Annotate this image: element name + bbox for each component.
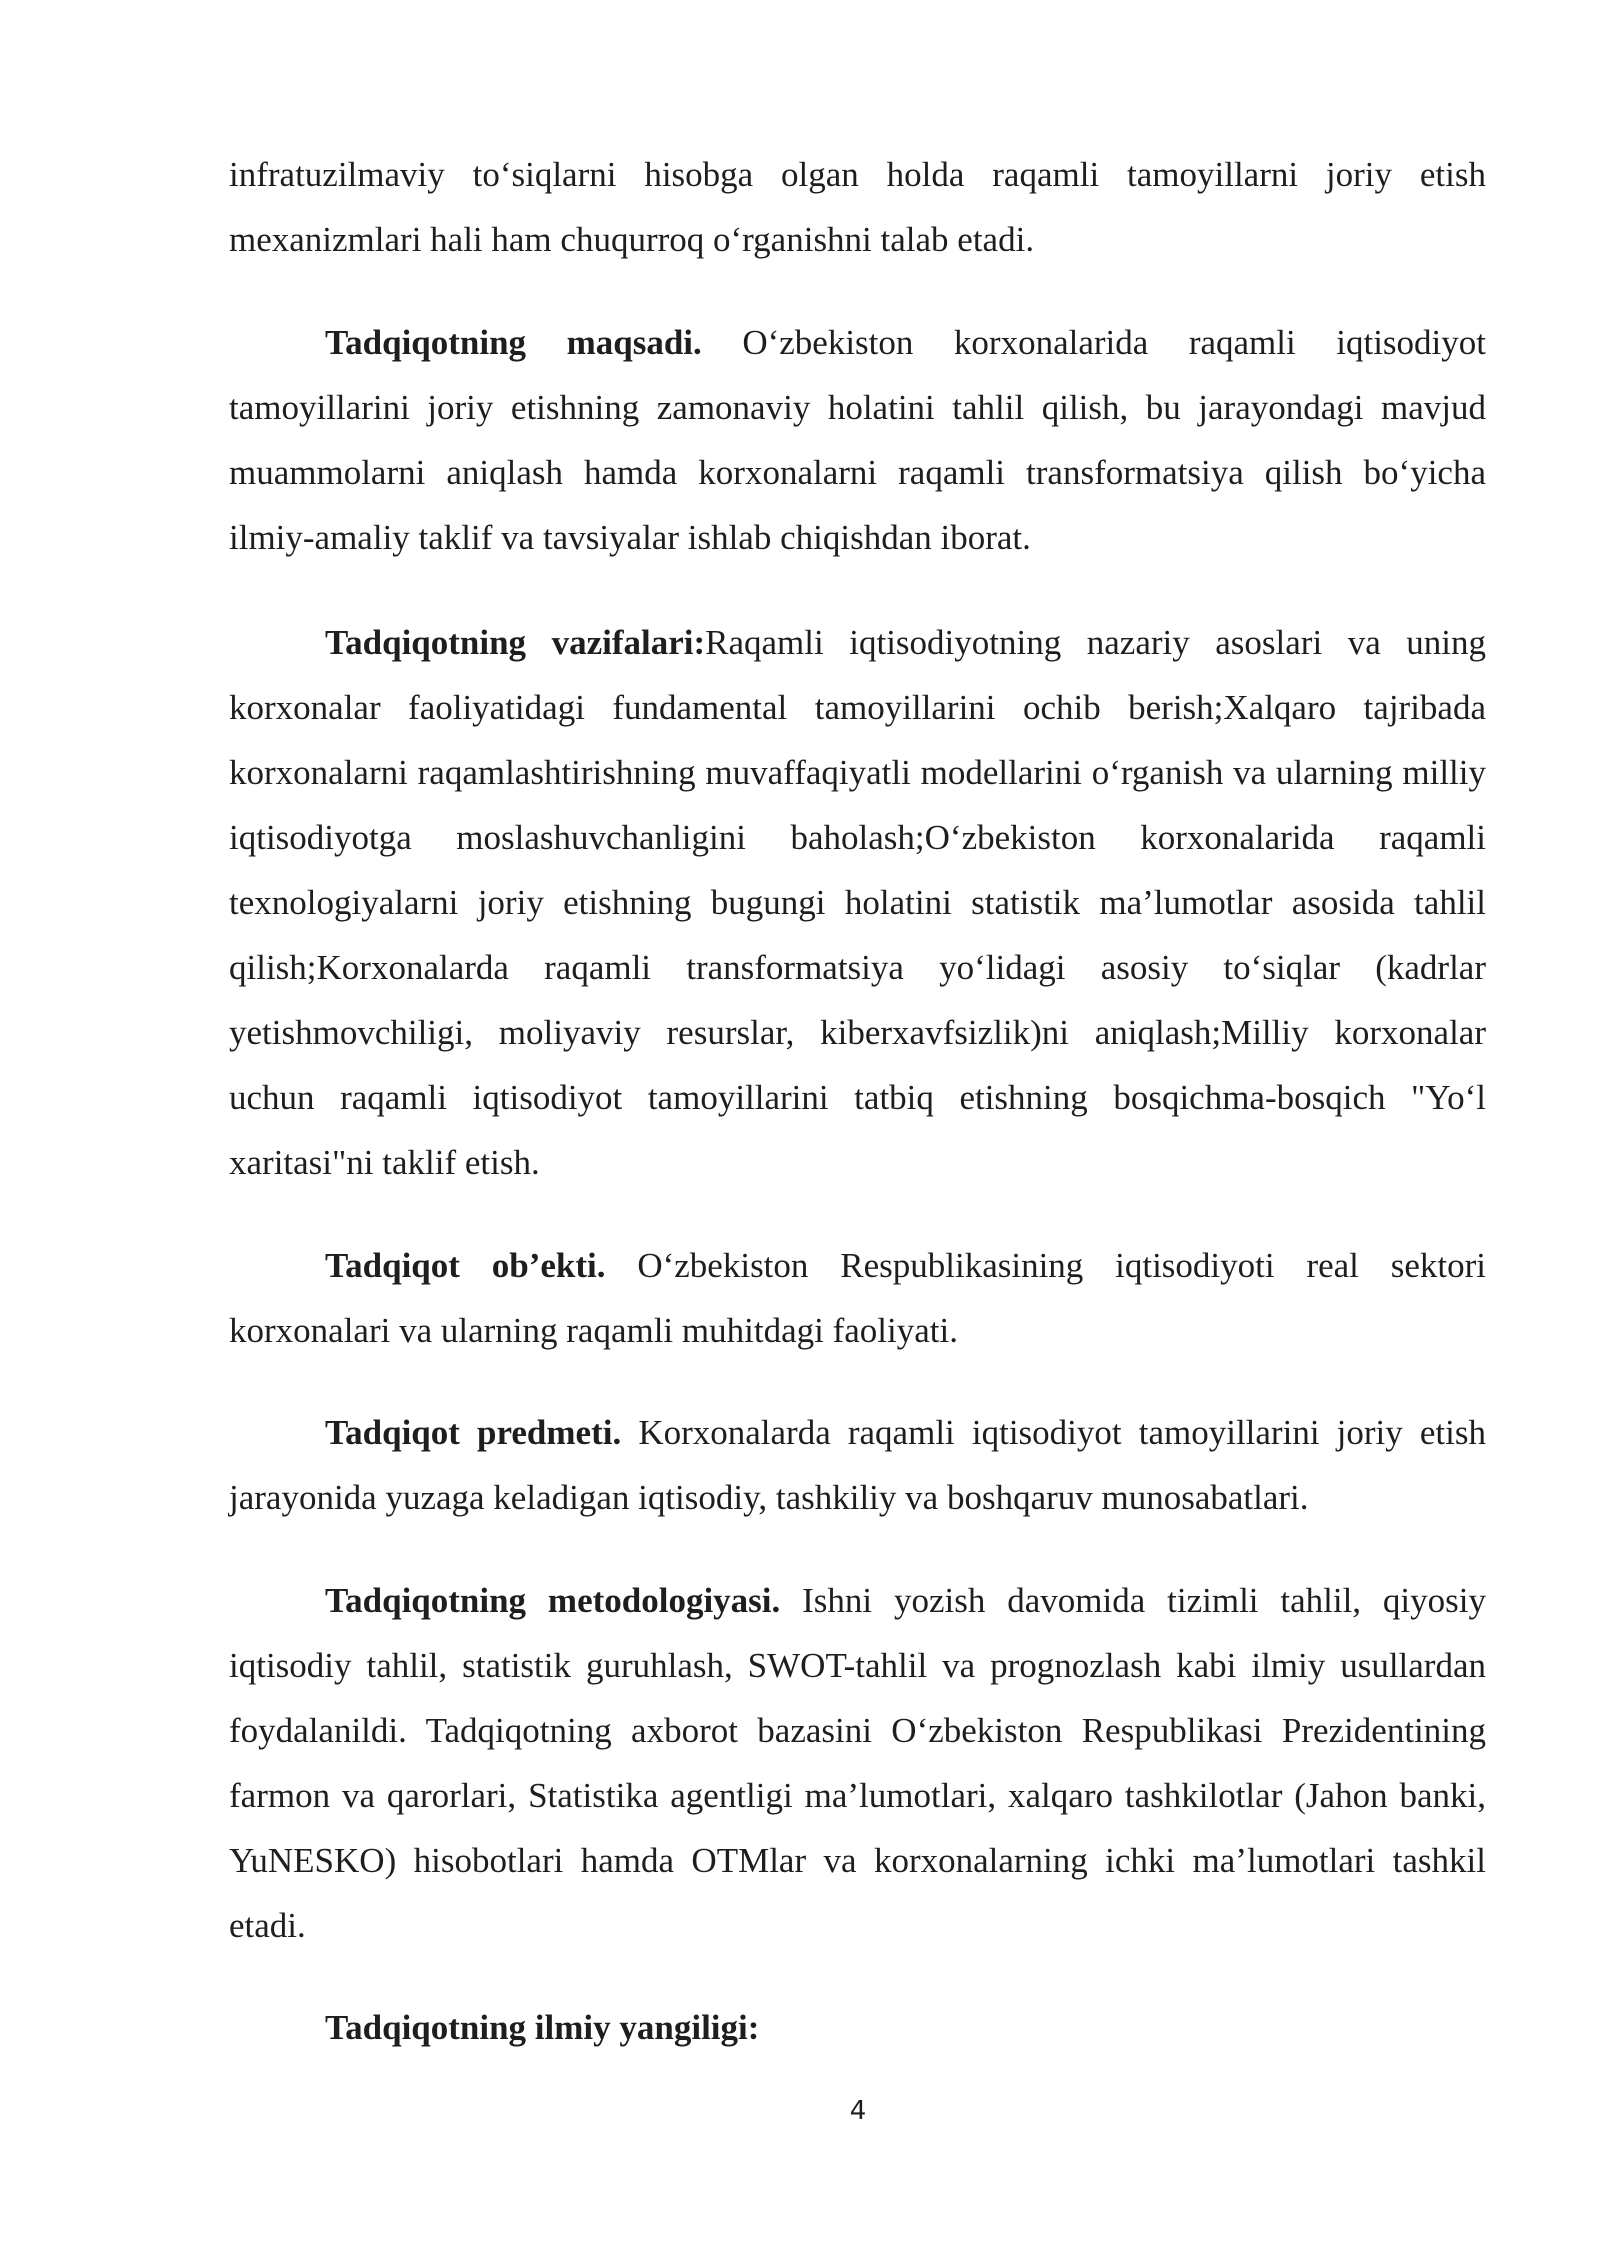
subject-paragraph	[229, 1400, 1486, 1530]
tasks-text: Raqamli iqtisodiyotning nazariy asoslari va uning korxonalar faoliyatidagi fundamental tamoyillarini ochib berish;Xalqaro tajribada korxonalarni raqamlashtirishning muvaffaqiyatli modellarini o‘rganish va ularning milliy iqtisodiyotga moslashuvchanligini baholash;O‘zbekiston korxonalarida raqamli texnologiyalarni joriy etishning bugungi holatini statistik ma’lumotlar asosida tahlil qilish;Korxonalarda raqamli transformatsiya yo‘lidagi asosiy to‘siqlar (kadrlar yetishmovchiligi, moliyaviy resurslar, kiberxavfsizlik)ni aniqlash;Milliy korxonalar uchun raqamli iqtisodiyot tamoyillarini tatbiq etishning bosqichma-bosqich "Yo‘l xaritasi"ni taklif etish.	[229, 623, 1486, 1182]
goal-heading: Tadqiqotning maqsadi.	[325, 323, 702, 362]
object-heading: Tadqiqot ob’ekti.	[325, 1246, 606, 1285]
methodology-heading: Tadqiqotning metodologiyasi.	[325, 1581, 781, 1620]
subject-text: Korxonalarda raqamli iqtisodiyot tamoyillarini joriy etish jarayonida yuzaga keladigan iqtisodiy, tashkiliy va boshqaruv munosabatlari.	[229, 1413, 1486, 1517]
subject-heading: Tadqiqot predmeti.	[325, 1413, 622, 1452]
methodology-paragraph	[229, 1568, 1486, 1958]
goal-text: O‘zbekiston korxonalarida raqamli iqtisodiyot tamoyillarini joriy etishning zamonaviy holatini tahlil qilish, bu jarayondagi mavjud muammolarni aniqlash hamda korxonalarni raqamli transformatsiya qilish bo‘yicha ilmiy-amaliy taklif va tavsiyalar ishlab chiqishdan iborat.	[229, 323, 1486, 557]
tasks-paragraph	[229, 610, 1486, 1195]
novelty-heading: Tadqiqotning ilmiy yangiligi:	[325, 2008, 760, 2047]
methodology-text: Ishni yozish davomida tizimli tahlil, qiyosiy iqtisodiy tahlil, statistik guruhlash, SWOT-tahlil va prognozlash kabi ilmiy usullardan foydalanildi. Tadqiqotning axborot bazasini O‘zbekiston Respublikasi Prezidentining farmon va qarorlari, Statistika agentligi ma’lumotlari, xalqaro tashkilotlar (Jahon banki, YuNESKO) hisobotlari hamda OTMlar va korxonalarning ichki ma’lumotlari tashkil etadi.	[229, 1581, 1486, 1945]
object-text: O‘zbekiston Respublikasining iqtisodiyoti real sektori korxonalari va ularning raqamli muhitdagi faoliyati.	[229, 1246, 1486, 1350]
page-number: 4	[849, 2096, 867, 2126]
object-paragraph	[229, 1233, 1486, 1363]
novelty-paragraph	[229, 1995, 1486, 2060]
goal-paragraph	[229, 310, 1486, 570]
intro-paragraph	[229, 142, 1486, 272]
intro-text: infratuzilmaviy to‘siqlarni hisobga olgan holda raqamli tamoyillarni joriy etish mexanizmlari hali ham chuqurroq o‘rganishni talab etadi.	[229, 155, 1486, 259]
tasks-heading: Tadqiqotning vazifalari:	[325, 623, 706, 662]
